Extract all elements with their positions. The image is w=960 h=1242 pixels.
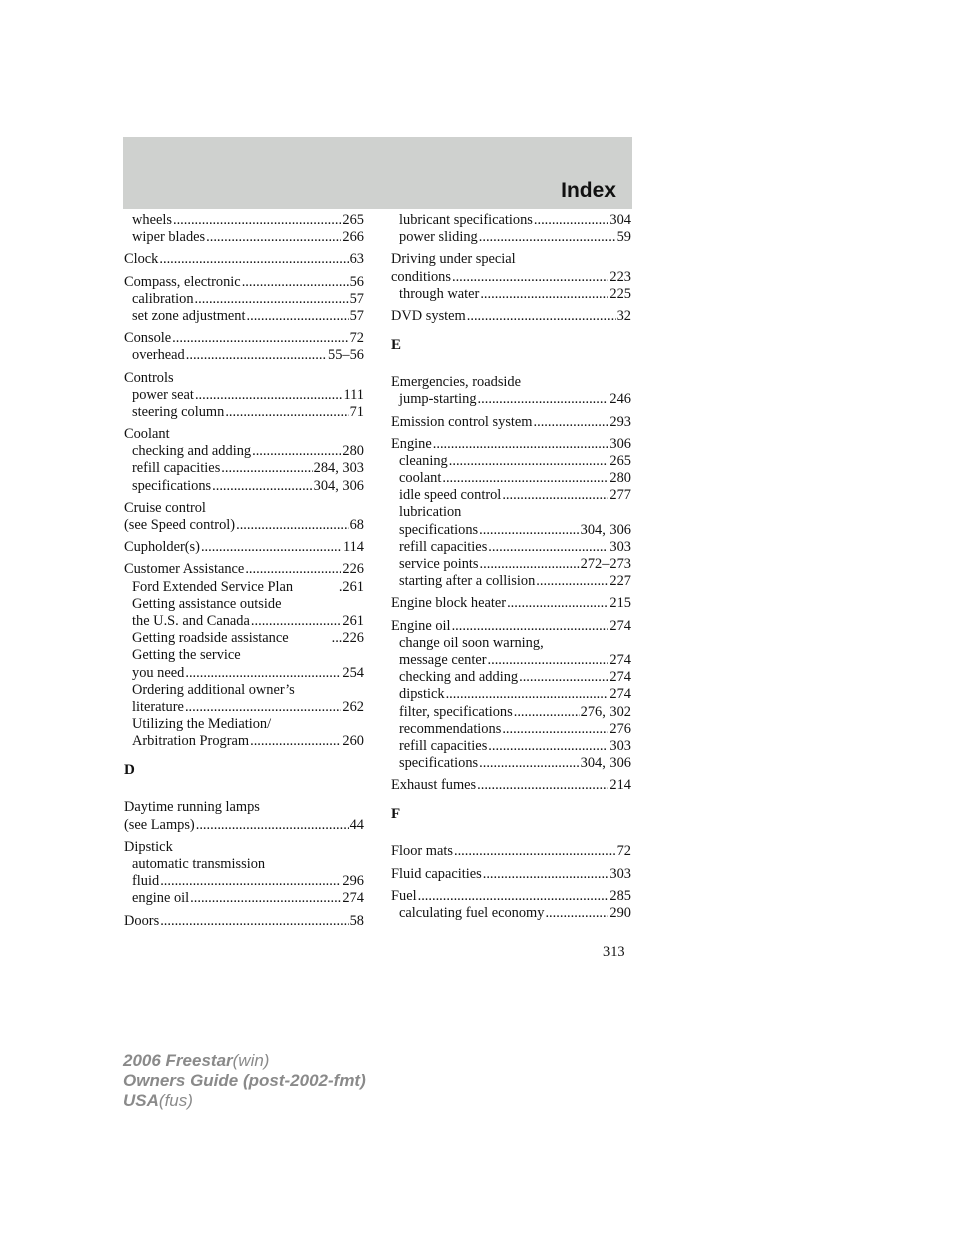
page-reference: 280	[342, 443, 364, 460]
dot-leader	[433, 436, 609, 453]
entry-text: steering column	[132, 403, 225, 420]
dot-leader	[479, 522, 580, 539]
index-entry	[391, 618, 631, 773]
index-subentry	[124, 890, 364, 907]
entry-text: calculating fuel economy	[399, 905, 545, 921]
index-entry	[124, 500, 364, 534]
document-footer	[123, 1051, 366, 1111]
index-entry	[124, 426, 364, 495]
index-subentry	[391, 635, 631, 652]
dot-leader	[536, 573, 608, 590]
entry-text: wheels	[132, 212, 172, 228]
index-subentry	[124, 682, 364, 699]
index-subentry	[124, 404, 364, 421]
page-reference: 32	[616, 307, 631, 324]
index-term	[391, 251, 631, 268]
page-reference: 68	[349, 517, 364, 533]
index-term	[391, 595, 631, 612]
page-reference: 276	[609, 720, 631, 737]
entry-text: overhead	[132, 347, 185, 364]
entry-text: specifications	[399, 755, 479, 772]
dot-leader	[185, 699, 341, 716]
page-reference: 290	[609, 905, 631, 921]
entry-text: Cruise control	[124, 499, 206, 516]
index-term	[124, 251, 364, 268]
page-reference: 303	[609, 538, 631, 555]
entry-text: Getting roadside assistance	[132, 630, 289, 647]
entry-text: the U.S. and Canada	[132, 612, 250, 629]
index-term	[124, 913, 364, 930]
index-entry	[391, 308, 631, 325]
index-entry	[391, 414, 631, 431]
entry-text: you need	[132, 664, 185, 681]
index-subentry	[124, 460, 364, 477]
index-subentry	[391, 504, 631, 521]
index-subentry	[124, 579, 364, 596]
index-column-right	[391, 212, 631, 927]
index-term	[391, 374, 631, 391]
index-entry	[391, 888, 631, 922]
dot-leader	[251, 613, 342, 630]
index-entry	[391, 374, 631, 408]
page-reference: 225	[609, 285, 631, 302]
page-number: 313	[603, 944, 625, 960]
index-term	[391, 414, 631, 431]
entry-text: specifications	[399, 521, 479, 538]
entry-text: (see Speed control)	[124, 517, 236, 533]
index-subentry	[391, 286, 631, 303]
index-term	[124, 817, 364, 834]
section-letter: D	[124, 762, 135, 779]
index-subentry	[124, 699, 364, 716]
index-entry	[124, 212, 364, 246]
page-reference: 306	[609, 435, 631, 452]
page-reference: 274	[342, 890, 364, 907]
entry-text: Driving under special	[391, 251, 516, 268]
entry-text: dipstick	[399, 686, 445, 703]
entry-text: power seat	[132, 386, 194, 403]
index-subentry	[124, 478, 364, 495]
index-term	[391, 777, 631, 794]
page-reference: 63	[349, 251, 364, 268]
entry-text: Daytime running lamps	[124, 799, 260, 816]
entry-text: Emission control system	[391, 413, 533, 430]
index-entry	[391, 436, 631, 591]
index-term	[124, 799, 364, 816]
page-reference: 266	[342, 229, 364, 246]
entry-text: Cupholder(s)	[124, 539, 200, 556]
index-subentry	[391, 652, 631, 669]
dot-leader	[479, 755, 580, 772]
dot-leader	[446, 686, 609, 703]
entry-text: calibration	[132, 290, 194, 307]
index-subentry	[124, 665, 364, 682]
index-term	[391, 308, 631, 325]
index-term	[391, 618, 631, 635]
index-subentry	[391, 212, 631, 229]
entry-text: through water	[399, 285, 480, 302]
index-term	[124, 330, 364, 347]
entry-text: Getting assistance outside	[132, 595, 282, 612]
page-reference: 55–56	[328, 347, 364, 364]
dot-leader	[452, 269, 608, 286]
entry-text: Engine	[391, 435, 432, 452]
dot-leader	[479, 229, 616, 246]
index-term	[391, 888, 631, 905]
entry-text: cleaning	[399, 452, 448, 469]
entry-text: checking and adding	[399, 669, 519, 686]
index-subentry	[391, 573, 631, 590]
index-entry	[124, 274, 364, 326]
index-subentry	[124, 443, 364, 460]
index-entry	[124, 561, 364, 750]
dot-leader	[212, 478, 313, 495]
entry-text: literature	[132, 698, 184, 715]
index-subentry	[391, 556, 631, 573]
entry-text: Ford Extended Service Plan	[132, 578, 294, 595]
page-reference: 303	[609, 737, 631, 754]
dot-leader	[452, 618, 609, 635]
page-reference: 226	[342, 561, 364, 578]
index-entry	[391, 595, 631, 612]
index-subentry	[124, 630, 364, 647]
entry-text: starting after a collision	[399, 573, 536, 590]
entry-text: jump-starting	[399, 391, 477, 408]
index-subentry	[391, 755, 631, 772]
page-reference: 227	[609, 573, 631, 590]
page-reference: 215	[609, 595, 631, 612]
dot-leader	[185, 665, 341, 682]
entry-text: Engine oil	[391, 617, 451, 634]
page-reference: 304	[609, 212, 631, 228]
dot-leader	[519, 669, 608, 686]
page-reference: 254	[342, 664, 364, 681]
entry-text: specifications	[132, 477, 212, 494]
dot-leader	[514, 704, 580, 721]
page-reference: 260	[342, 733, 364, 750]
entry-text: Dipstick	[124, 838, 173, 855]
index-subentry	[391, 470, 631, 487]
dot-leader	[478, 391, 609, 408]
page-reference: 277	[609, 487, 631, 504]
index-term	[124, 370, 364, 387]
page-reference: 72	[349, 330, 364, 347]
index-subentry	[124, 856, 364, 873]
dot-leader	[488, 539, 608, 556]
dot-leader	[160, 913, 348, 930]
page-reference: 272–273	[580, 556, 631, 572]
entry-text: Exhaust fumes	[391, 777, 477, 794]
footer-line-1: 2006 Freestar(win)	[123, 1051, 270, 1070]
page-reference: 280	[609, 470, 631, 487]
page-reference: 214	[609, 777, 631, 794]
page-reference: 71	[349, 403, 364, 420]
entry-text: Controls	[124, 369, 174, 386]
index-header-band	[123, 137, 632, 209]
dot-leader	[454, 843, 616, 860]
footer-line-2: Owners Guide (post-2002-fmt)	[123, 1071, 366, 1090]
page-reference: 274	[609, 651, 631, 668]
index-entry	[391, 777, 631, 794]
index-term	[124, 500, 364, 517]
dot-leader	[196, 817, 349, 834]
dot-leader	[502, 487, 608, 504]
entry-text: Doors	[124, 912, 160, 929]
page-reference: 57	[349, 290, 364, 307]
index-entry	[124, 913, 364, 930]
entry-text: recommendations	[399, 720, 502, 737]
page-reference: .261	[338, 578, 364, 595]
entry-text: Clock	[124, 251, 159, 268]
page-reference: 284, 303	[313, 460, 364, 477]
index-term	[391, 866, 631, 883]
index-subentry	[124, 647, 364, 664]
dot-leader	[190, 890, 341, 907]
entry-text: lubricant specifications	[399, 212, 533, 228]
index-entry	[124, 539, 364, 556]
dot-leader	[172, 330, 348, 347]
entry-text: idle speed control	[399, 487, 502, 504]
page-reference: 59	[616, 229, 631, 246]
dot-leader	[252, 443, 341, 460]
entry-text: fluid	[132, 873, 160, 890]
index-term	[124, 839, 364, 856]
index-term	[391, 436, 631, 453]
index-entry	[124, 839, 364, 908]
dot-leader	[507, 595, 608, 612]
dot-leader	[418, 888, 609, 905]
page-reference: 265	[609, 452, 631, 469]
dot-leader	[488, 738, 608, 755]
dot-leader	[242, 274, 349, 291]
index-subentry	[391, 539, 631, 556]
page-reference: 285	[609, 887, 631, 904]
section-letter: F	[391, 806, 401, 823]
entry-text: Console	[124, 330, 172, 347]
page-reference: 56	[349, 273, 364, 290]
dot-leader	[480, 286, 608, 303]
index-entry	[124, 251, 364, 268]
dot-leader	[206, 229, 341, 246]
index-subentry	[391, 229, 631, 246]
page-reference: 265	[342, 212, 364, 228]
page-title: Index	[561, 179, 616, 202]
entry-text: filter, specifications	[399, 703, 513, 720]
index-subentry	[124, 613, 364, 630]
dot-leader	[173, 212, 341, 229]
entry-text: Fluid capacities	[391, 865, 482, 882]
entry-text: Coolant	[124, 426, 170, 443]
entry-text: refill capacities	[399, 737, 488, 754]
page-reference: 304, 306	[580, 521, 631, 538]
entry-text: Emergencies, roadside	[391, 374, 522, 391]
page-reference: 57	[349, 307, 364, 324]
dot-leader	[225, 404, 348, 421]
entry-text: automatic transmission	[132, 856, 266, 872]
index-subentry	[124, 716, 364, 733]
entry-text: Floor mats	[391, 843, 453, 860]
section-letter: E	[391, 337, 402, 354]
dot-leader	[483, 866, 609, 883]
index-subentry	[124, 873, 364, 890]
page-reference: 303	[609, 865, 631, 882]
dot-leader	[534, 414, 609, 431]
index-subentry	[391, 453, 631, 470]
page-reference: 276, 302	[580, 703, 631, 720]
index-entry	[391, 251, 631, 303]
index-subentry	[391, 686, 631, 703]
entry-text: Getting the service	[132, 647, 241, 664]
page-reference: 296	[342, 873, 364, 890]
page-reference: 304, 306	[580, 755, 631, 772]
dot-leader	[442, 470, 608, 487]
dot-leader	[186, 347, 327, 364]
page-reference: 262	[342, 698, 364, 715]
entry-text: Utilizing the Mediation/	[132, 716, 272, 733]
index-subentry	[391, 905, 631, 922]
dot-leader	[159, 251, 348, 268]
dot-leader	[250, 733, 341, 750]
entry-text: message center	[399, 651, 487, 668]
index-entry	[124, 330, 364, 364]
index-entry	[124, 370, 364, 422]
dot-leader	[195, 387, 343, 404]
dot-leader	[236, 517, 349, 534]
entry-text: Customer Assistance	[124, 561, 245, 578]
page-reference: 293	[609, 413, 631, 430]
dot-leader	[477, 777, 608, 794]
index-entry	[391, 866, 631, 883]
index-subentry	[391, 721, 631, 738]
index-subentry	[391, 391, 631, 408]
index-subentry	[124, 212, 364, 229]
dot-leader	[488, 652, 609, 669]
index-term	[124, 274, 364, 291]
entry-text: wiper blades	[132, 229, 206, 246]
dot-leader	[467, 308, 616, 325]
index-term	[124, 517, 364, 534]
entry-text: Fuel	[391, 887, 417, 904]
entry-text: refill capacities	[132, 460, 221, 477]
index-term	[124, 561, 364, 578]
dot-leader	[502, 721, 608, 738]
entry-text: change oil soon warning,	[399, 634, 544, 651]
index-subentry	[391, 704, 631, 721]
index-column-left	[124, 212, 364, 935]
entry-text: conditions	[391, 268, 451, 285]
entry-text: Engine block heater	[391, 595, 507, 612]
page-reference: 44	[349, 816, 364, 833]
index-subentry	[391, 738, 631, 755]
index-term	[391, 269, 631, 286]
page-reference: 114	[342, 539, 364, 556]
dot-leader	[195, 291, 349, 308]
dot-leader	[449, 453, 609, 470]
entry-text: coolant	[399, 470, 442, 487]
index-subentry	[124, 229, 364, 246]
entry-text: DVD system	[391, 307, 466, 324]
page-reference: 304, 306	[313, 477, 364, 494]
dot-leader	[247, 308, 349, 325]
entry-text: service points	[399, 556, 479, 572]
index-entry	[391, 843, 631, 860]
index-subentry	[124, 596, 364, 613]
index-subentry	[124, 308, 364, 325]
entry-text: set zone adjustment	[132, 307, 246, 324]
footer-line-3: USA(fus)	[123, 1091, 193, 1110]
index-subentry	[124, 733, 364, 750]
page-reference: 274	[609, 669, 631, 686]
entry-text: refill capacities	[399, 538, 488, 555]
dot-leader	[160, 873, 341, 890]
index-entry	[391, 212, 631, 246]
dot-leader	[480, 556, 580, 573]
entry-text: Ordering additional owner’s	[132, 681, 295, 698]
entry-text: engine oil	[132, 890, 190, 907]
index-term	[391, 843, 631, 860]
index-subentry	[391, 522, 631, 539]
index-entry	[124, 799, 364, 833]
entry-text: (see Lamps)	[124, 816, 195, 833]
page-reference: 274	[609, 617, 631, 634]
page-reference: ...226	[331, 630, 364, 647]
index-subentry	[124, 387, 364, 404]
dot-leader	[221, 460, 312, 477]
entry-text: power sliding	[399, 229, 478, 246]
entry-text: lubrication	[399, 504, 462, 521]
index-term	[124, 426, 364, 443]
page-reference: 274	[609, 686, 631, 703]
entry-text: Arbitration Program	[132, 733, 250, 750]
entry-text: checking and adding	[132, 443, 252, 460]
index-term	[124, 539, 364, 556]
index-subentry	[124, 347, 364, 364]
page-reference: 223	[609, 268, 631, 285]
index-subentry	[391, 669, 631, 686]
dot-leader	[545, 905, 608, 922]
entry-text: Compass, electronic	[124, 273, 241, 290]
dot-leader	[534, 212, 609, 229]
page-reference: 246	[609, 391, 631, 408]
page-reference: 58	[349, 912, 364, 929]
index-subentry	[124, 291, 364, 308]
dot-leader	[245, 561, 341, 578]
index-subentry	[391, 487, 631, 504]
page-reference: 72	[616, 843, 631, 860]
dot-leader	[201, 539, 342, 556]
page-reference: 111	[343, 386, 364, 403]
page-reference: 261	[342, 612, 364, 629]
